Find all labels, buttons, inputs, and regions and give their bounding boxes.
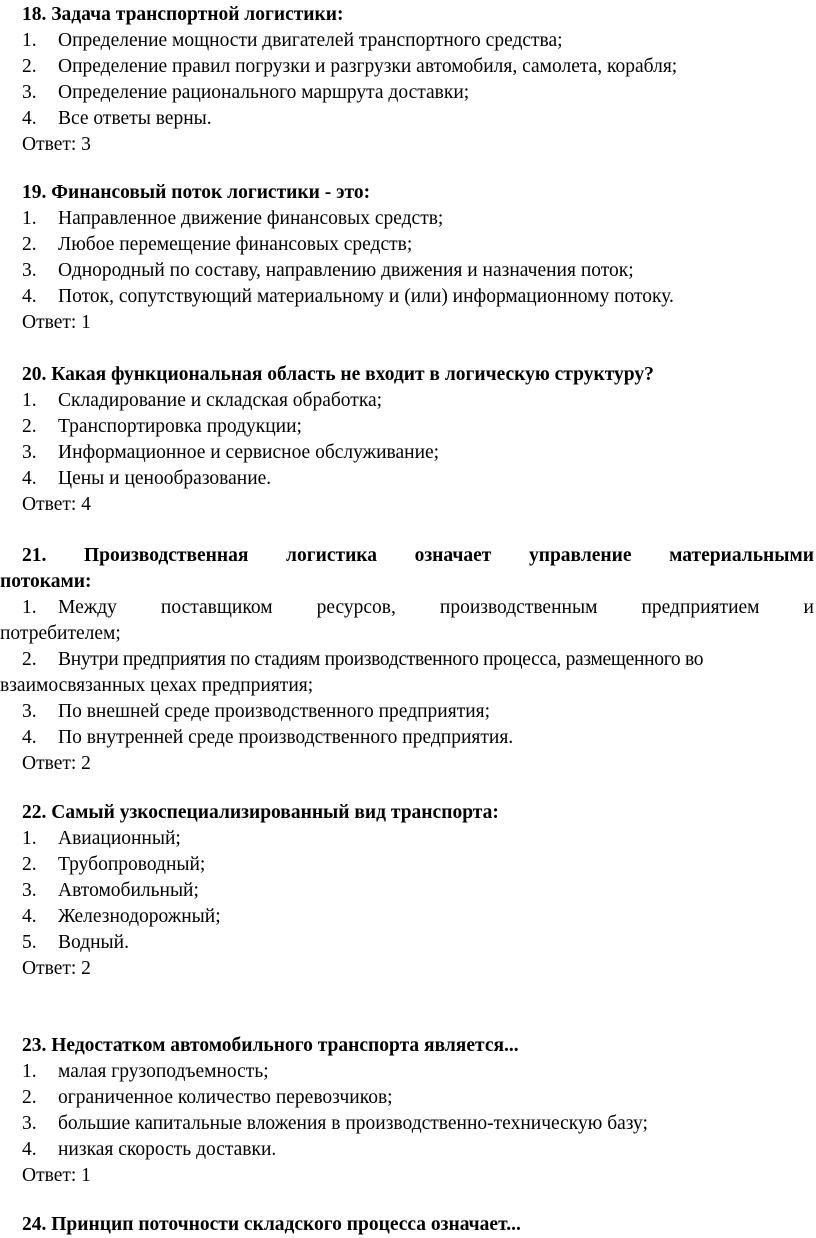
answer-text: Ответ: 2 [22,753,91,774]
question-title-line2: потоками: [0,571,92,592]
question-19 [22,180,814,336]
option-item: 1. Складирование и складская обработка; [22,390,383,411]
question-title: 22. Самый узкоспециализированный вид транспорта: [22,802,499,823]
answer-text: Ответ: 2 [22,958,91,979]
question-24 [22,1212,814,1238]
question-23 [22,1033,814,1189]
option-item: 2. Транспортировка продукции; [22,416,302,437]
option-item: 1. Между поставщиком ресурсов, производственным предприятием и [22,597,814,618]
question-title-text: 21. Производственная логистика означает управление материальными [22,545,814,566]
option-item: 3. Однородный по составу, направлению движения и назначения поток; [22,260,634,281]
option-item: 1. Определение мощности двигателей транспортного средства; [22,30,563,51]
option-item-continuation: потребителем; [0,623,121,644]
option-item: 3. большие капитальные вложения в производственно-техническую базу; [22,1113,648,1134]
option-item: 1. малая грузоподъемность; [22,1061,269,1082]
option-item: 2. Определение правил погрузки и разгрузки автомобиля, самолета, корабля; [22,56,678,77]
question-title: 18. Задача транспортной логистики: [22,4,344,25]
option-item: 4. Железнодорожный; [22,906,221,927]
option-item: 3. Информационное и сервисное обслуживание; [22,442,440,463]
option-item: 3. Автомобильный; [22,880,199,901]
option-item: 2. Трубопроводный; [22,854,206,875]
question-22 [22,800,814,982]
option-item: 4. Все ответы верны. [22,108,212,129]
option-item: 4. Поток, сопутствующий материальному и (или) информационному потоку. [22,286,674,307]
option-item: 2. ограниченное количество перевозчиков; [22,1087,393,1108]
question-21 [0,543,814,777]
answer-text: Ответ: 3 [22,134,91,155]
option-item: 1. Авиационный; [22,828,181,849]
option-item-continuation: взаимосвязанных цехах предприятия; [0,675,314,696]
option-item: 2. Любое перемещение финансовых средств; [22,234,413,255]
answer-text: Ответ: 1 [22,1165,91,1186]
question-title-line1 [0,543,814,569]
question-title: 20. Какая функциональная область не входит в логическую структуру? [22,364,654,385]
question-title: 19. Финансовый поток логистики - это: [22,182,371,203]
option-item: 5. Водный. [22,932,129,953]
option-item: 4. По внутренней среде производственного предприятия. [22,727,514,748]
question-20 [22,362,814,518]
option-item: 2. Внутри предприятия по стадиям производственного процесса, размещенного во [22,649,704,670]
question-18 [22,2,814,158]
question-title: 23. Недостатком автомобильного транспорта является... [22,1035,519,1056]
answer-text: Ответ: 4 [22,494,91,515]
option-item: 3. Определение рационального маршрута доставки; [22,82,470,103]
option-item: 1. Направленное движение финансовых средств; [22,208,444,229]
option-item: 3. По внешней среде производственного предприятия; [22,701,491,722]
option-item: 4. Цены и ценообразование. [22,468,272,489]
option-item: 4. низкая скорость доставки. [22,1139,277,1160]
answer-text: Ответ: 1 [22,312,91,333]
question-title: 24. Принцип поточности складского процесса означает... [22,1214,521,1235]
